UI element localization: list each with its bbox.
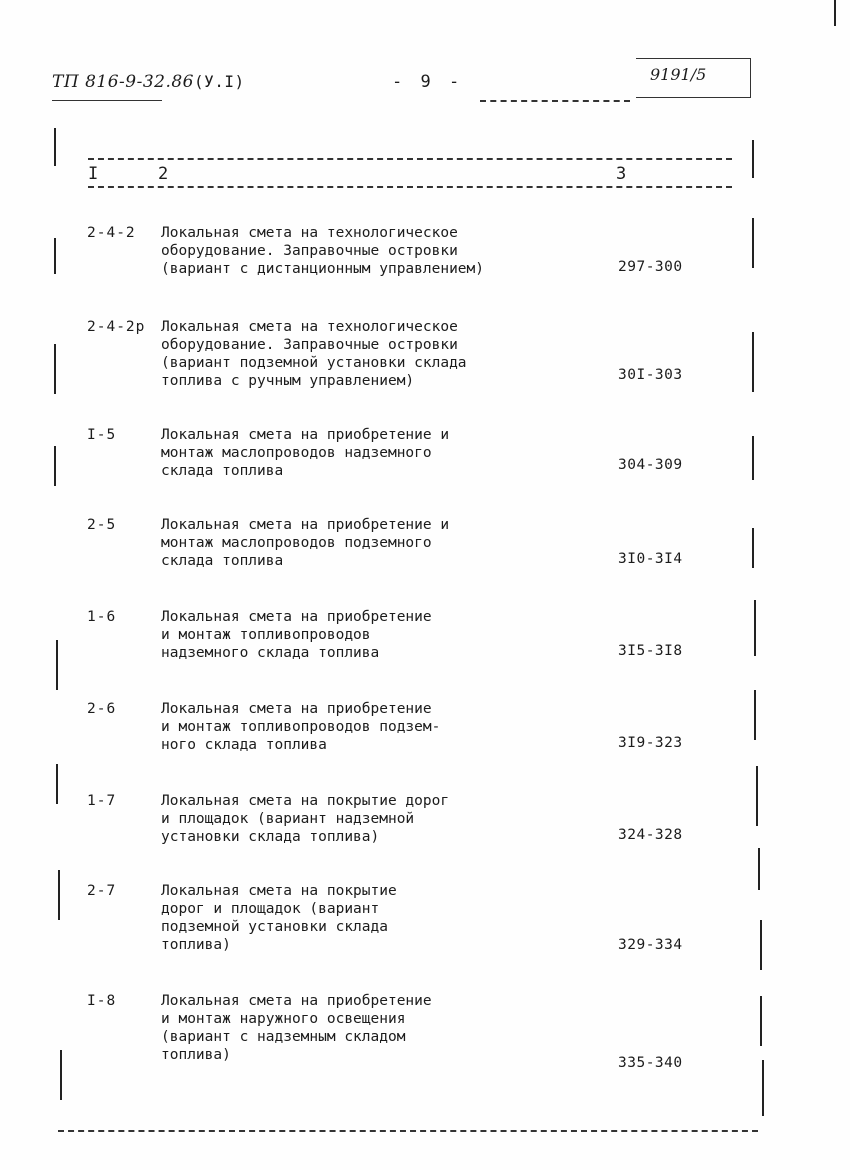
- right-border: [760, 996, 762, 1046]
- estimate-number: 2-6: [87, 701, 117, 717]
- left-border: [54, 446, 56, 486]
- column-header-2: 2: [158, 164, 169, 184]
- table-header-rule: [88, 186, 732, 188]
- section-label: (У.I): [194, 72, 245, 91]
- estimate-number: 1-6: [87, 609, 117, 625]
- column-header-3: 3: [616, 164, 627, 184]
- right-border: [754, 690, 756, 740]
- page-range: 297-300: [618, 259, 683, 275]
- estimate-description: Локальная смета на приобретение и монтаж наружного освещения (вариант с надземным складом топлива): [161, 993, 432, 1063]
- left-border: [56, 640, 58, 690]
- page-range: 3I0-3I4: [618, 551, 683, 567]
- left-border: [54, 344, 56, 394]
- estimate-number: 2-5: [87, 517, 117, 533]
- left-border: [58, 870, 60, 920]
- page-range: 324-328: [618, 827, 683, 843]
- stamp-text: 9191/5: [650, 65, 707, 84]
- column-header-1: I: [88, 164, 99, 184]
- right-border: [752, 140, 754, 178]
- left-border: [54, 128, 56, 166]
- estimate-description: Локальная смета на покрытие дорог и площадок (вариант подземной установки склада топлива): [161, 883, 397, 953]
- right-border: [752, 528, 754, 568]
- right-border: [752, 332, 754, 392]
- estimate-number: 1-7: [87, 793, 117, 809]
- page-range: 335-340: [618, 1055, 683, 1071]
- estimate-number: 2-4-2: [87, 225, 136, 241]
- left-border: [54, 238, 56, 274]
- estimate-description: Локальная смета на технологическое оборудование. Заправочные островки (вариант с дистанционным управлением): [161, 225, 485, 277]
- header-underline: [52, 100, 162, 101]
- archive-stamp: [636, 58, 751, 98]
- estimate-description: Локальная смета на приобретение и монтаж маслопроводов подземного склада топлива: [161, 517, 450, 569]
- doc-code-text: ТП 816-9-32.86: [52, 72, 194, 92]
- table-top-rule: [88, 158, 732, 160]
- page-range: 3I5-3I8: [618, 643, 683, 659]
- left-border: [56, 764, 58, 804]
- estimate-number: I-8: [87, 993, 117, 1009]
- header-dash: [480, 100, 630, 102]
- estimate-description: Локальная смета на технологическое оборудование. Заправочные островки (вариант подземной установки склада топлива с ручным управлением): [161, 319, 467, 389]
- page-range: 304-309: [618, 457, 683, 473]
- document-code: [52, 72, 245, 92]
- left-border: [60, 1050, 62, 1100]
- estimate-description: Локальная смета на приобретение и монтаж топливопроводов подзем- ного склада топлива: [161, 701, 441, 753]
- estimate-number: 2-7: [87, 883, 117, 899]
- estimate-number: 2-4-2р: [87, 319, 146, 335]
- page-range: 329-334: [618, 937, 683, 953]
- right-border: [752, 436, 754, 480]
- page-range: 30I-303: [618, 367, 683, 383]
- right-border: [754, 600, 756, 656]
- page-number: - 9 -: [392, 72, 464, 92]
- estimate-description: Локальная смета на приобретение и монтаж топливопроводов надземного склада топлива: [161, 609, 432, 661]
- right-border: [762, 1060, 764, 1116]
- estimate-description: Локальная смета на покрытие дорог и площадок (вариант надземной установки склада топлива): [161, 793, 450, 845]
- right-border: [756, 766, 758, 826]
- scan-edge-mark: [834, 0, 836, 26]
- page-bottom-rule: [58, 1130, 758, 1132]
- right-border: [752, 218, 754, 268]
- estimate-number: I-5: [87, 427, 117, 443]
- right-border: [758, 848, 760, 890]
- page-range: 3I9-323: [618, 735, 683, 751]
- right-border: [760, 920, 762, 970]
- estimate-description: Локальная смета на приобретение и монтаж маслопроводов надземного склада топлива: [161, 427, 450, 479]
